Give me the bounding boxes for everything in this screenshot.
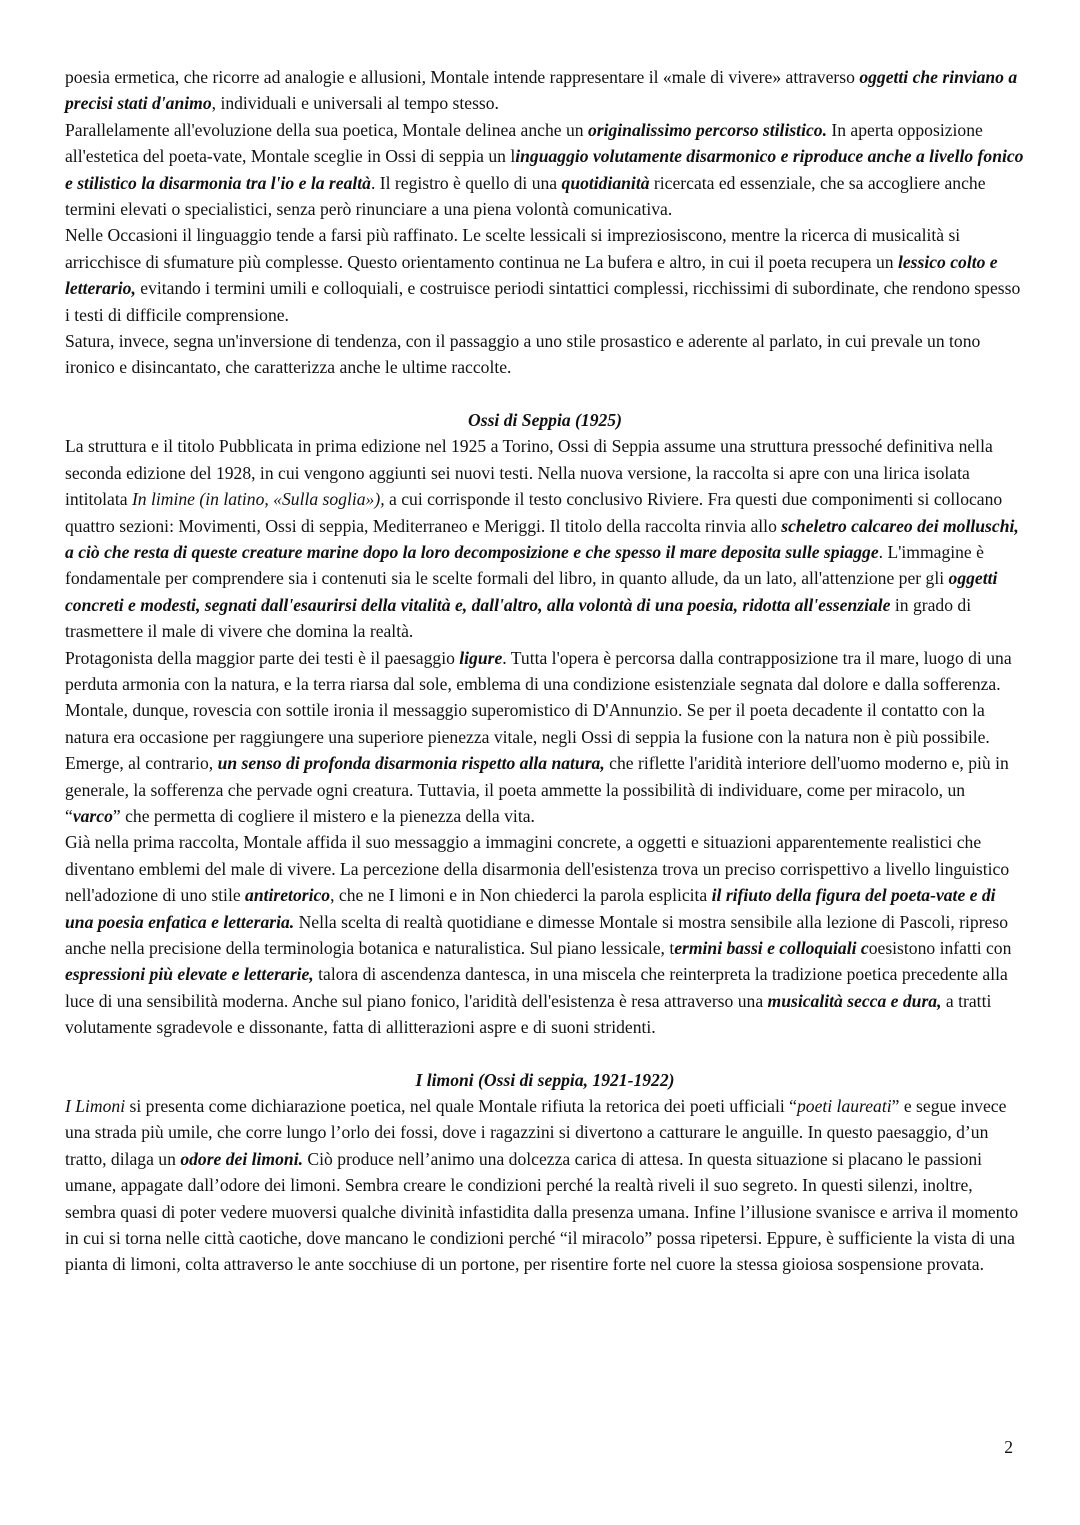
paragraph: Nelle Occasioni il linguaggio tende a farsi più raffinato. Le scelte lessicali si impreziosiscono, mentre la ricerca di musicalità si arricchisce di sfumature più complesse. Questo orientamento continua ne La bufera e altro, in cui il poeta recupera un lessico colto e letterario, evitando i termini umili e colloquiali, e costruisce periodi sintattici complessi, ricchissimi di subordinate, che rendono spesso i testi di difficile comprensione.: [65, 225, 1021, 325]
paragraph: Satura, invece, segna un'inversione di tendenza, con il passaggio a uno stile prosastico e aderente al parlato, in cui prevale un tono ironico e disincantato, che caratterizza anche le ultime raccolte.: [65, 331, 981, 378]
paragraph: Parallelamente all'evoluzione della sua poetica, Montale delinea anche un originalissimo percorso stilistico. In aperta opposizione all'estetica del poeta-vate, Montale sceglie in Ossi di seppia un linguaggio volutamente disarmonico e riproduce anche a livello fonico e stilistico la disarmonia tra l'io e la realtà. Il registro è quello di una quotidianità ricercata ed essenziale, che sa accogliere anche termini elevati o specialistici, senza però rinunciare a una piena volontà comunicativa.: [65, 119, 1024, 220]
page-number: 2: [1004, 1437, 1013, 1457]
paragraph: Già nella prima raccolta, Montale affida il suo messaggio a immagini concrete, a oggetti e situazioni apparentemente realistici che diventano emblemi del male di vivere. La percezione della disarmonia dell'esistenza trova un preciso corrispettivo a livello linguistico nell'adozione di uno stile antiretorico, che ne I limoni e in Non chiederci la parola esplicita il rifiuto della figura del poeta-vate e di una poesia enfatica e letteraria. Nella scelta di realtà quotidiane e dimesse Montale si mostra sensibile alla lezione di Pascoli, ripreso anche nella precisione della terminologia botanica e naturalistica. Sul piano lessicale, termini bassi e colloquiali coesistono infatti con espressioni più elevate e letterarie, talora di ascendenza dantesca, in una miscela che reinterpreta la tradizione poetica precedente alla luce di una sensibilità moderna. Anche sul piano fonico, l'aridità dell'esistenza è resa attraverso una musicalità secca e dura, a tratti volutamente sgradevole e dissonante, fatta di allitterazioni aspre e di suoni stridenti.: [65, 832, 1012, 1038]
paragraph: I Limoni si presenta come dichiarazione poetica, nel quale Montale rifiuta la retorica dei poeti ufficiali “poeti laureati” e segue invece una strada più umile, che corre lungo l’orlo dei fossi, dove i ragazzini si divertono a catturare le anguille. In questo paesaggio, d’un tratto, dilaga un odore dei limoni. Ciò produce nell’animo una dolcezza carica di attesa. In questa situazione si placano le passioni umane, appagate dall’odore dei limoni. Sembra creare le condizioni perché la realtà riveli il suo segreto. In questi silenzi, inoltre, sembra quasi di poter vedere muoversi qualche divinità infastidita dalla presenza umana. Infine l’illusione svanisce e arriva il momento in cui si torna nelle città caotiche, dove mancano le condizioni perché “il miracolo” possa ripetersi. Eppure, è sufficiente la vista di una pianta di limoni, colta attraverso le ante socchiuse di un portone, per risentire forte nel cuore la stessa gioiosa sospensione provata.: [65, 1096, 1019, 1275]
section-heading: I limoni (Ossi di seppia, 1921-1922): [415, 1069, 675, 1090]
paragraph: Protagonista della maggior parte dei testi è il paesaggio ligure. Tutta l'opera è percorsa dalla contrapposizione tra il mare, luogo di una perduta armonia con la natura, e la terra riarsa dal sole, emblema di una condizione esistenziale segnata dal dolore e dalla sofferenza.: [65, 647, 1012, 694]
section-heading: Ossi di Seppia (1925): [468, 409, 622, 430]
paragraph: Montale, dunque, rovescia con sottile ironia il messaggio superomistico di D'Annunzio. Se per il poeta decadente il contatto con la natura era occasione per raggiungere una superiore pienezza vitale, negli Ossi di seppia la fusione con la natura non è più possibile. Emerge, al contrario, un senso di profonda disarmonia rispetto alla natura, che riflette l'aridità interiore dell'uomo moderno e, più in generale, la sofferenza che pervade ogni creatura. Tuttavia, il poeta ammette la possibilità di individuare, come per miracolo, un “varco” che permetta di cogliere il mistero e la pienezza della vita.: [65, 700, 1009, 826]
paragraph: La struttura e il titolo Pubblicata in prima edizione nel 1925 a Torino, Ossi di Seppia assume una struttura pressoché definitiva nella seconda edizione del 1928, in cui vengono aggiunti sei nuovi testi. Nella nuova versione, la raccolta si apre con una lirica isolata intitolata In limine (in latino, «Sulla soglia»), a cui corrisponde il testo conclusivo Riviere. Fra questi due componimenti si collocano quattro sezioni: Movimenti, Ossi di seppia, Mediterraneo e Meriggi. Il titolo della raccolta rinvia allo scheletro calcareo dei molluschi, a ciò che resta di queste creature marine dopo la loro decomposizione e che spesso il mare deposita sulle spiagge. L'immagine è fondamentale per comprendere sia i contenuti sia le scelte formali del libro, in quanto allude, da un lato, all'attenzione per gli oggetti concreti e modesti, segnati dall'esaurirsi della vitalità e, dall'altro, alla volontà di una poesia, ridotta all'essenziale in grado di trasmettere il male di vivere che domina la realtà.: [65, 436, 1019, 642]
text-column: [65, 64, 1025, 1278]
paragraph: poesia ermetica, che ricorre ad analogie e allusioni, Montale intende rappresentare il «male di vivere» attraverso oggetti che rinviano a precisi stati d'animo, individuali e universali al tempo stesso.: [65, 67, 1018, 114]
